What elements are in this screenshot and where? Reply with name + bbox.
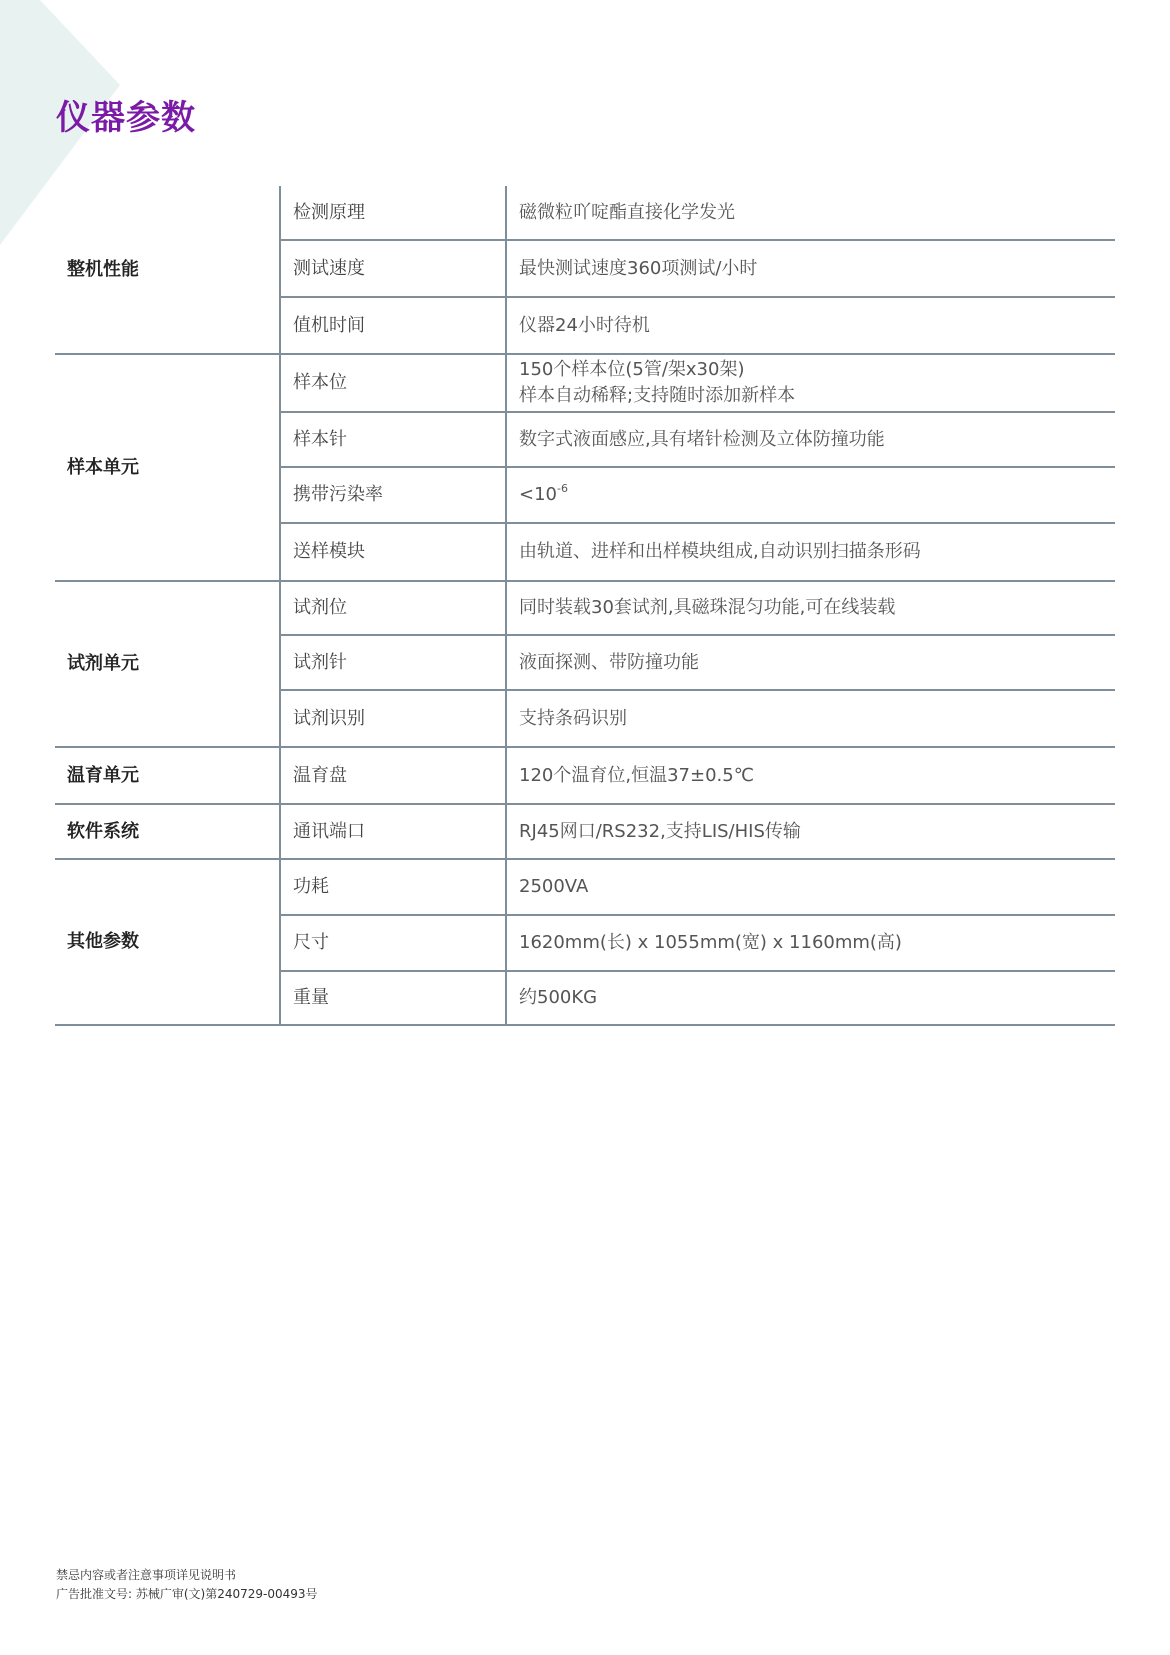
param-name: 试剂位 (280, 581, 506, 635)
param-name: 试剂针 (280, 635, 506, 690)
param-value-line: 150个样本位(5管/架x30架) (519, 359, 745, 380)
param-value: 液面探测、带防撞功能 (506, 635, 1115, 690)
carryover-value: <10 (519, 484, 557, 505)
param-name: 样本针 (280, 412, 506, 467)
table-row (55, 859, 1115, 915)
param-name: 携带污染率 (280, 467, 506, 523)
carryover-exponent: -6 (557, 482, 568, 495)
table-row (55, 747, 1115, 804)
group-label: 软件系统 (55, 804, 280, 859)
param-value: 2500VA (506, 859, 1115, 915)
param-value: 支持条码识别 (506, 690, 1115, 747)
param-value: 同时装载30套试剂,具磁珠混匀功能,可在线装载 (506, 581, 1115, 635)
param-name: 温育盘 (280, 747, 506, 804)
param-value: 磁微粒吖啶酯直接化学发光 (506, 186, 1115, 240)
param-name: 尺寸 (280, 915, 506, 971)
param-value: 1620mm(长) x 1055mm(宽) x 1160mm(高) (506, 915, 1115, 971)
table-row (55, 581, 1115, 635)
param-value: 由轨道、进样和出样模块组成,自动识别扫描条形码 (506, 523, 1115, 581)
param-value: 仪器24小时待机 (506, 297, 1115, 354)
page-title: 仪器参数 (56, 98, 196, 138)
footer (56, 1566, 318, 1604)
param-value (506, 467, 1115, 523)
group-label: 样本单元 (55, 354, 280, 581)
param-value: 约500KG (506, 971, 1115, 1025)
param-value: 120个温育位,恒温37±0.5℃ (506, 747, 1115, 804)
param-value: 最快测试速度360项测试/小时 (506, 240, 1115, 297)
param-name: 样本位 (280, 354, 506, 412)
spec-table (55, 186, 1115, 1026)
param-name: 检测原理 (280, 186, 506, 240)
table-row (55, 354, 1115, 412)
group-label: 其他参数 (55, 859, 280, 1025)
param-name: 送样模块 (280, 523, 506, 581)
param-name: 测试速度 (280, 240, 506, 297)
group-label: 试剂单元 (55, 581, 280, 747)
footer-contraindication-note: 禁忌内容或者注意事项详见说明书 (56, 1568, 237, 1582)
param-name: 功耗 (280, 859, 506, 915)
group-label: 整机性能 (55, 186, 280, 354)
param-name: 值机时间 (280, 297, 506, 354)
param-name: 重量 (280, 971, 506, 1025)
table-row (55, 186, 1115, 240)
param-value (506, 354, 1115, 412)
param-name: 试剂识别 (280, 690, 506, 747)
table-row (55, 804, 1115, 859)
param-name: 通讯端口 (280, 804, 506, 859)
param-value-line: 样本自动稀释;支持随时添加新样本 (519, 385, 796, 406)
param-value: 数字式液面感应,具有堵针检测及立体防撞功能 (506, 412, 1115, 467)
group-label: 温育单元 (55, 747, 280, 804)
footer-approval-number: 广告批准文号: 苏械广审(文)第240729-00493号 (56, 1587, 318, 1601)
param-value: RJ45网口/RS232,支持LIS/HIS传输 (506, 804, 1115, 859)
